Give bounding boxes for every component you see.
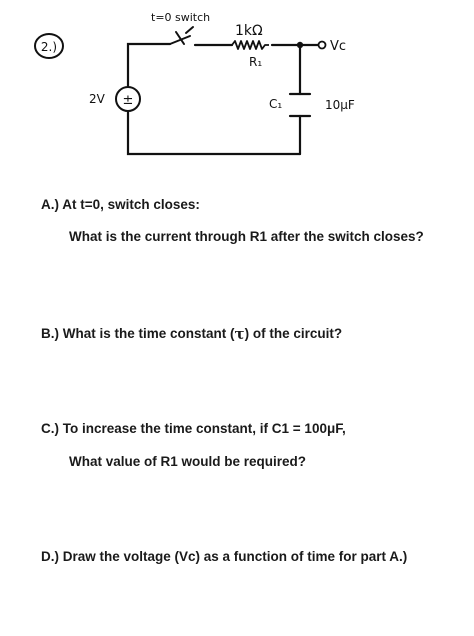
resistor-name: R₁	[249, 55, 263, 69]
output-terminal	[319, 42, 326, 49]
question-b-after: ) of the circuit?	[244, 326, 343, 341]
resistor-symbol	[232, 41, 269, 49]
switch-symbol	[170, 27, 193, 44]
output-node-label: Vc	[330, 39, 347, 54]
question-c-title: C.) To increase the time constant, if C1 = 100μF,	[41, 421, 346, 436]
capacitor-name: C₁	[269, 97, 283, 111]
circuit-diagram	[0, 0, 474, 175]
question-a-title: A.) At t=0, switch closes:	[41, 197, 200, 212]
circuit-wires	[128, 44, 318, 154]
tau-symbol: τ	[234, 325, 245, 343]
voltage-source-polarity: ±	[122, 93, 134, 108]
problem-number: 2.)	[40, 40, 58, 54]
resistor-value: 1kΩ	[235, 23, 263, 39]
question-a-body: What is the current through R1 after the switch closes?	[69, 229, 424, 244]
capacitor-value: 10μF	[325, 98, 355, 112]
problem-number-badge	[35, 34, 63, 58]
question-b-before: B.) What is the time constant (	[41, 326, 235, 341]
question-c-body: What value of R1 would be required?	[69, 454, 307, 469]
question-d-title: D.) Draw the voltage (Vc) as a function of time for part A.)	[41, 549, 408, 564]
capacitor-symbol	[290, 94, 310, 116]
source-voltage-label: 2V	[89, 92, 105, 106]
question-b	[41, 324, 342, 342]
junction-dot	[297, 42, 303, 48]
switch-label: t=0 switch	[151, 11, 211, 24]
